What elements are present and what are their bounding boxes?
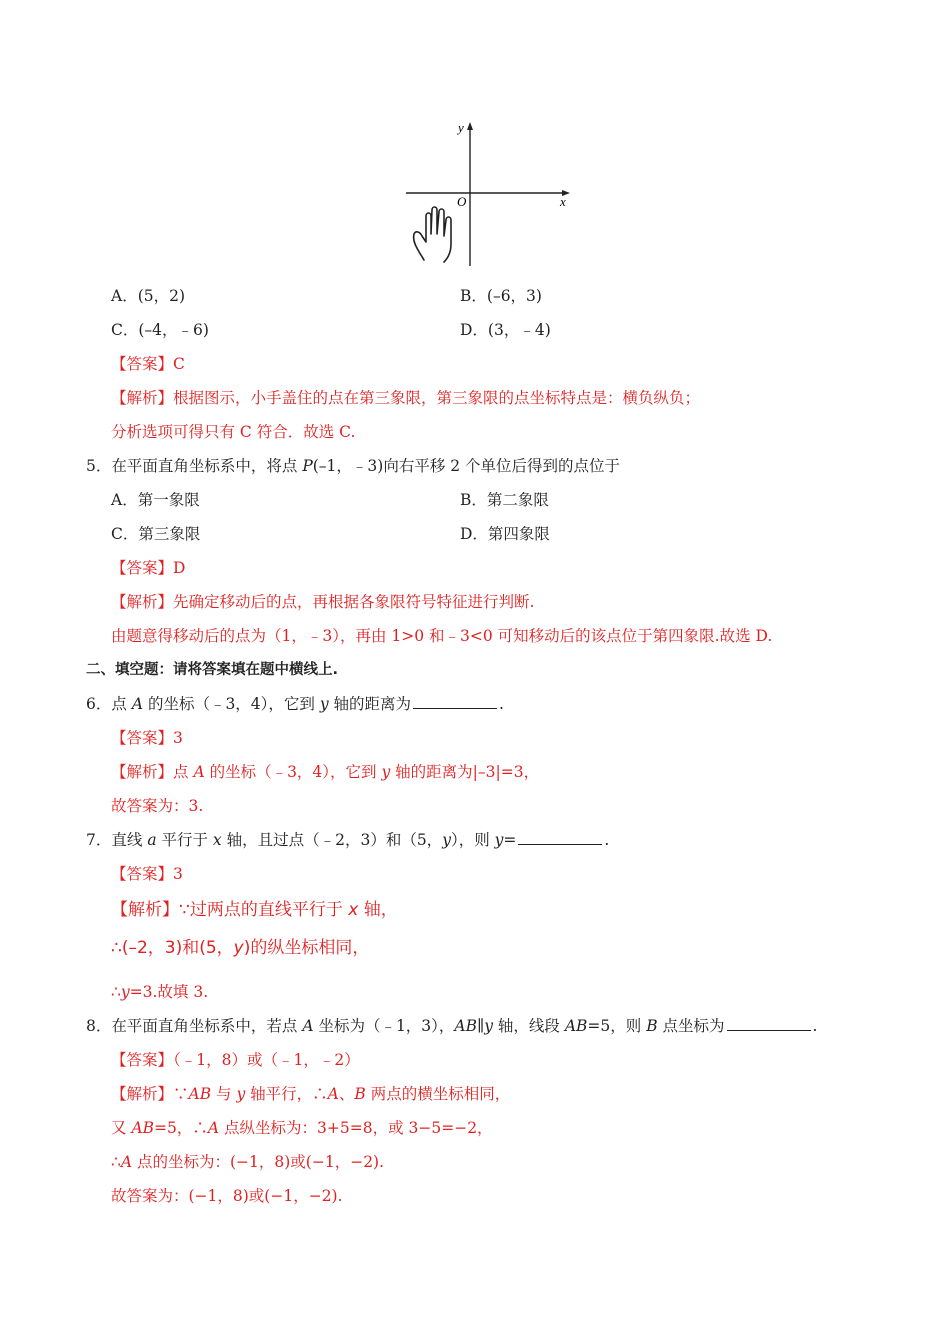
q8-var-b: B xyxy=(646,1017,658,1035)
q7-an-text: )的纵坐标相同， xyxy=(243,938,370,958)
q8-an-text: 两点的横坐标相同， xyxy=(365,1085,511,1103)
q7-an-var-y: y xyxy=(233,938,244,958)
q7-an-text: 轴， xyxy=(358,900,398,920)
q4-option-c: C．(–4，﹣6) xyxy=(111,321,209,339)
q7-answer-blank[interactable] xyxy=(518,830,602,845)
q6-var-a: A xyxy=(131,695,144,713)
coordinate-figure xyxy=(400,118,580,268)
q8-number: 8． xyxy=(86,1017,112,1035)
q7-an-text: ∴ xyxy=(111,983,121,1001)
q7-var-x: x xyxy=(212,831,222,849)
y-axis-label: y xyxy=(458,120,464,135)
q8-an-text: 轴平行，∴ xyxy=(245,1085,328,1103)
q6-text: 的坐标（﹣3，4），它到 xyxy=(143,695,320,713)
q6-var-y: y xyxy=(319,695,329,713)
x-axis-label: x xyxy=(560,194,566,209)
q8-stem xyxy=(86,1016,817,1036)
q8-text: 在平面直角坐标系中，若点 xyxy=(111,1017,303,1035)
q5-stem xyxy=(86,456,620,476)
q6-text: 轴的距离为 xyxy=(328,695,412,713)
q8-an-var-a: A xyxy=(327,1085,339,1103)
q8-an-text: ∴ xyxy=(111,1153,121,1171)
q4-analysis-line2: 分析选项可得只有 C 符合．故选 C. xyxy=(111,423,356,441)
q6-text: 点 xyxy=(111,695,132,713)
origin-label: O xyxy=(457,194,467,209)
q8-an-var-y: y xyxy=(236,1085,246,1103)
q8-an-text: 、 xyxy=(338,1085,355,1103)
q8-an-var-a: A xyxy=(120,1153,133,1171)
q8-analysis-line3 xyxy=(111,1152,384,1172)
q6-an-var-y: y xyxy=(381,763,391,781)
q8-an-var-ab: AB xyxy=(131,1119,155,1137)
q8-text: 轴，线段 xyxy=(492,1017,565,1035)
q5-point-p: P xyxy=(302,457,313,475)
q4-analysis-text: 根据图示，小手盖住的点在第三象限，第三象限的点坐标特点是：横负纵负； xyxy=(173,389,701,407)
q7-an-var-x: x xyxy=(348,900,359,920)
q8-var-a: A xyxy=(302,1017,314,1035)
q7-text: . xyxy=(604,831,610,849)
q7-analysis-line1 xyxy=(111,900,398,920)
q8-var-ab: AB xyxy=(454,1017,478,1035)
q8-answer: 【答案】（﹣1，8）或（﹣1，﹣2） xyxy=(111,1051,360,1069)
q4-analysis-line1 xyxy=(111,388,700,408)
q7-number: 7． xyxy=(86,831,112,849)
q7-analysis-line3 xyxy=(111,982,208,1002)
q8-an-var-ab: AB xyxy=(188,1085,212,1103)
q5-analysis-line2: 由题意得移动后的点为（1，﹣3），再由 1>0 和﹣3<0 可知移动后的该点位于第四象限.故选 D. xyxy=(111,627,773,645)
section-heading: 二、填空题：请将答案填在题中横线上. xyxy=(86,662,339,678)
q8-text: =5，则 xyxy=(587,1017,647,1035)
q7-text: 轴，且过点（﹣2，3）和（5， xyxy=(221,831,443,849)
q8-an-text: 【解析】∵ xyxy=(111,1085,189,1103)
q7-analysis-line2 xyxy=(111,938,369,958)
q8-an-text: =5，∴ xyxy=(154,1119,208,1137)
q8-answer-blank[interactable] xyxy=(727,1016,811,1031)
q8-an-text: 又 xyxy=(111,1119,132,1137)
q8-text: 坐标为（﹣1，3）， xyxy=(313,1017,455,1035)
q6-stem xyxy=(86,694,504,714)
q8-an-text: 点纵坐标为：3+5=8，或 3−5=−2， xyxy=(219,1119,493,1137)
q8-an-text: 点的坐标为：(−1，8)或(−1，−2). xyxy=(132,1153,385,1171)
q7-an-text: 【解析】∵过两点的直线平行于 xyxy=(111,900,349,920)
q5-stem-text: 在平面直角坐标系中，将点 xyxy=(111,457,303,475)
q7-var-y: y xyxy=(442,831,451,849)
q6-an-text: 轴的距离为|–3|=3， xyxy=(390,763,540,781)
q7-text: 直线 xyxy=(111,831,148,849)
q4-answer: 【答案】C xyxy=(111,355,185,373)
q7-an-var-y: y xyxy=(120,983,130,1001)
q6-answer: 【答案】3 xyxy=(111,729,183,747)
q7-text: ），则 xyxy=(450,831,495,849)
q4-option-a: A．(5，2) xyxy=(111,287,186,305)
q7-an-text: =3.故填 3. xyxy=(129,983,209,1001)
q8-var-y: y xyxy=(484,1017,493,1035)
q8-text: . xyxy=(812,1017,818,1035)
q6-an-text: 的坐标（﹣3，4），它到 xyxy=(204,763,382,781)
q8-text: 点坐标为 xyxy=(657,1017,725,1035)
q6-an-text: 【解析】点 xyxy=(111,763,194,781)
q6-answer-blank[interactable] xyxy=(413,694,497,709)
q5-answer: 【答案】D xyxy=(111,559,186,577)
q7-var-a: a xyxy=(147,831,157,849)
q7-text: 平行于 xyxy=(156,831,213,849)
q8-analysis-line4: 故答案为：(−1，8)或(−1，−2). xyxy=(111,1187,343,1205)
hand-icon xyxy=(414,207,451,262)
q8-analysis-line2 xyxy=(111,1118,493,1138)
q6-analysis-line1 xyxy=(111,762,539,782)
q7-stem xyxy=(86,830,609,850)
q6-analysis-line2: 故答案为：3. xyxy=(111,797,204,815)
q6-number: 6． xyxy=(86,695,112,713)
q8-an-text: 与 xyxy=(211,1085,237,1103)
q5-option-d: D．第四象限 xyxy=(460,525,550,543)
q5-option-c: C．第三象限 xyxy=(111,525,201,543)
q6-text: . xyxy=(499,695,504,713)
q8-an-var-b: B xyxy=(354,1085,366,1103)
q8-an-var-a: A xyxy=(207,1119,220,1137)
q7-text: = xyxy=(503,831,517,849)
q7-answer: 【答案】3 xyxy=(111,865,183,883)
q5-number: 5． xyxy=(86,457,112,475)
q6-an-var-a: A xyxy=(193,763,205,781)
q7-an-text: ∴(–2，3)和(5， xyxy=(111,938,234,958)
q8-analysis-line1 xyxy=(111,1084,510,1104)
q5-analysis-line1: 【解析】先确定移动后的点，再根据各象限符号特征进行判断. xyxy=(111,593,535,611)
q5-stem-text-2: (–1，﹣3)向右平移 2 个单位后得到的点位于 xyxy=(312,457,621,475)
q7-var-y: y xyxy=(494,831,504,849)
q4-option-b: B．(–6，3) xyxy=(460,287,542,305)
q5-option-b: B．第二象限 xyxy=(460,491,549,509)
q8-var-ab: AB xyxy=(564,1017,588,1035)
q5-option-a: A．第一象限 xyxy=(111,491,200,509)
q4-analysis-tag: 【解析】 xyxy=(111,389,174,407)
q4-option-d: D．(3，﹣4) xyxy=(460,321,551,339)
q8-text: ∥ xyxy=(477,1017,485,1035)
